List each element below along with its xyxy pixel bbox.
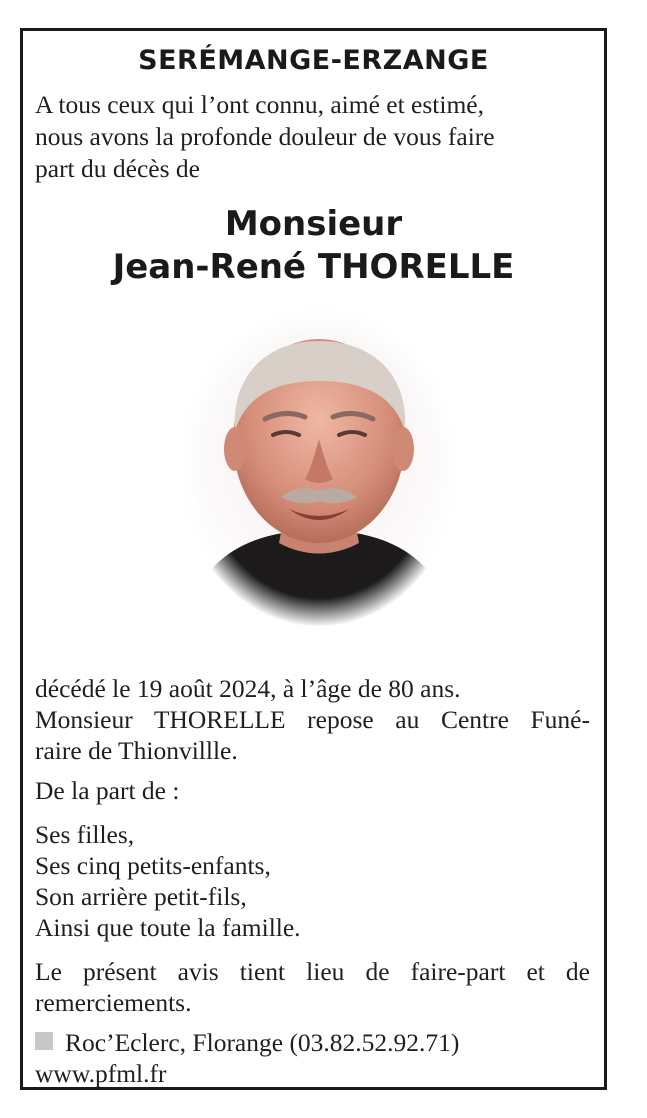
deceased-title: Monsieur: [224, 204, 403, 244]
statement-line: Le présent avis tient lieu de faire-part et de: [35, 957, 590, 986]
family-list: [35, 819, 590, 943]
intro-line: nous avons la profonde douleur de vous faire: [35, 122, 495, 151]
intro-text: [35, 89, 590, 185]
contact-block: [35, 1027, 590, 1089]
statement-line: remerciements.: [35, 988, 192, 1017]
deceased-full-name: Jean-René THORELLE: [112, 247, 515, 287]
family-line: Ses cinq petits-enfants,: [35, 851, 271, 880]
intro-line: part du décès de: [35, 154, 200, 183]
website-link[interactable]: www.pfml.fr: [35, 1059, 167, 1088]
death-details: [35, 673, 590, 766]
square-bullet-icon: [35, 1032, 53, 1050]
obituary-notice: [20, 28, 607, 1090]
portrait-photo: [173, 301, 465, 631]
funeral-home-line: [35, 1027, 590, 1058]
intro-line: A tous ceux qui l’ont connu, aimé et estimé,: [35, 90, 484, 119]
family-line: Son arrière petit-fils,: [35, 882, 247, 911]
repose-line: raire de Thionvillle.: [35, 736, 238, 765]
from-label: De la part de :: [35, 776, 180, 805]
family-line: Ainsi que toute la famille.: [35, 913, 301, 942]
funeral-home: Roc’Eclerc, Florange (03.82.52.92.71): [65, 1028, 460, 1057]
notice-statement: [35, 956, 590, 1018]
town-heading: SERÉMANGE-ERZANGE: [138, 45, 489, 76]
family-line: Ses filles,: [35, 820, 135, 849]
deceased-name: [23, 203, 604, 289]
death-date-line: décédé le 19 août 2024, à l’âge de 80 ans.: [35, 674, 461, 703]
repose-line: Monsieur THORELLE repose au Centre Funé-: [35, 705, 590, 734]
